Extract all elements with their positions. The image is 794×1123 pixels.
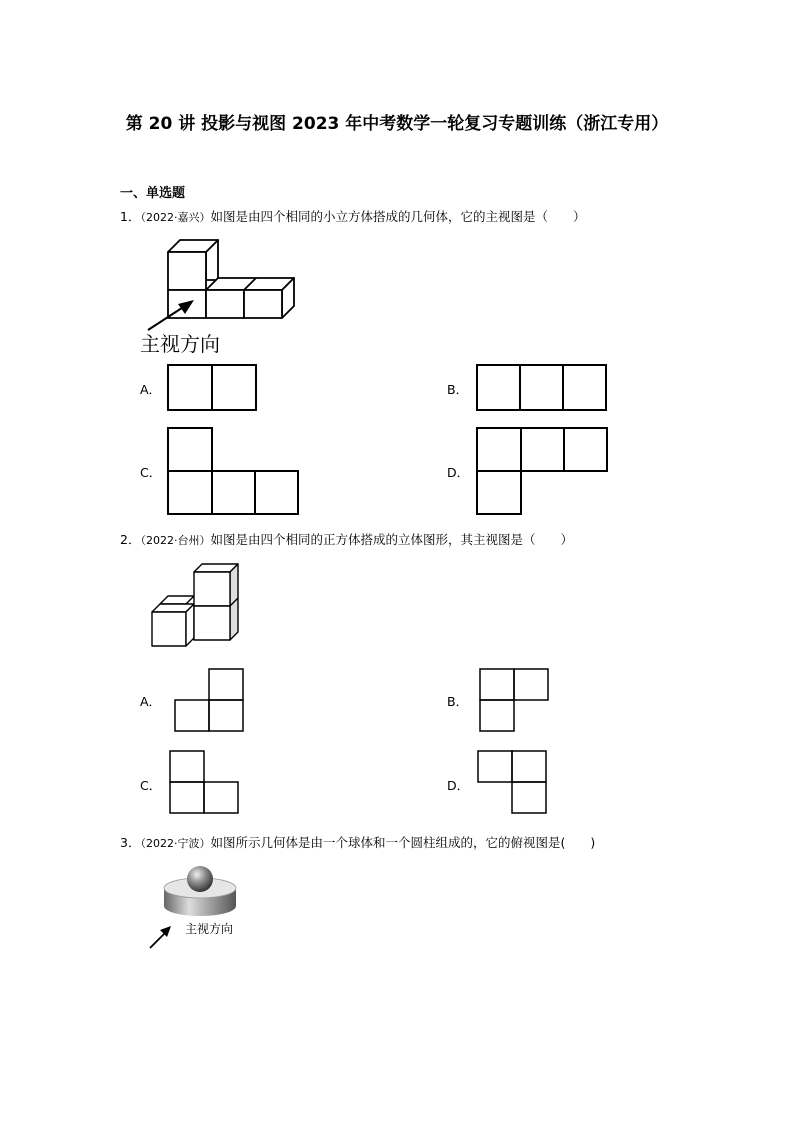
q2-option-c-label[interactable]: C． [140, 778, 162, 793]
page-title: 第 20 讲 投影与视图 2023 年中考数学一轮复习专题训练（浙江专用） [125, 114, 669, 134]
q2-solid-figure [150, 560, 242, 650]
section-heading: 一、单选题 [120, 186, 186, 201]
q1-option-d-label[interactable]: D． [447, 465, 470, 480]
q1-option-c-figure[interactable] [167, 427, 303, 517]
question-1 [120, 207, 585, 225]
q2-option-c-figure[interactable] [169, 750, 241, 816]
q2-option-d-figure[interactable] [477, 750, 549, 816]
question-source: （2022·台州） [140, 534, 211, 547]
q1-option-a-label[interactable]: A． [140, 382, 162, 397]
q1-option-a-figure[interactable] [167, 364, 259, 412]
question-number: 1． [120, 209, 141, 224]
q2-option-a-figure[interactable] [174, 668, 246, 734]
question-3 [120, 833, 595, 851]
question-number: 3． [120, 835, 141, 850]
q1-option-d-figure[interactable] [476, 427, 612, 517]
q1-option-b-label[interactable]: B． [447, 382, 469, 397]
q1-option-c-label[interactable]: C． [140, 465, 162, 480]
question-source: （2022·宁波） [140, 837, 211, 850]
q1-view-direction-label: 主视方向 [140, 332, 220, 356]
q3-view-direction-label: 主视方向 [185, 922, 234, 936]
question-text: 如图是由四个相同的小立方体搭成的几何体，它的主视图是（ ） [210, 209, 586, 224]
question-source: （2022·嘉兴） [140, 211, 211, 224]
q1-option-b-figure[interactable] [476, 364, 610, 412]
q2-option-b-label[interactable]: B． [447, 694, 469, 709]
q2-option-d-label[interactable]: D． [447, 778, 470, 793]
q2-option-b-figure[interactable] [479, 668, 551, 734]
question-2 [120, 530, 573, 548]
q3-solid-figure [146, 860, 246, 952]
q2-option-a-label[interactable]: A． [140, 694, 162, 709]
question-number: 2． [120, 532, 141, 547]
question-text: 如图是由四个相同的正方体搭成的立体图形，其主视图是（ ） [210, 532, 573, 547]
question-text: 如图所示几何体是由一个球体和一个圆柱组成的，它的俯视图是( ) [210, 835, 596, 850]
